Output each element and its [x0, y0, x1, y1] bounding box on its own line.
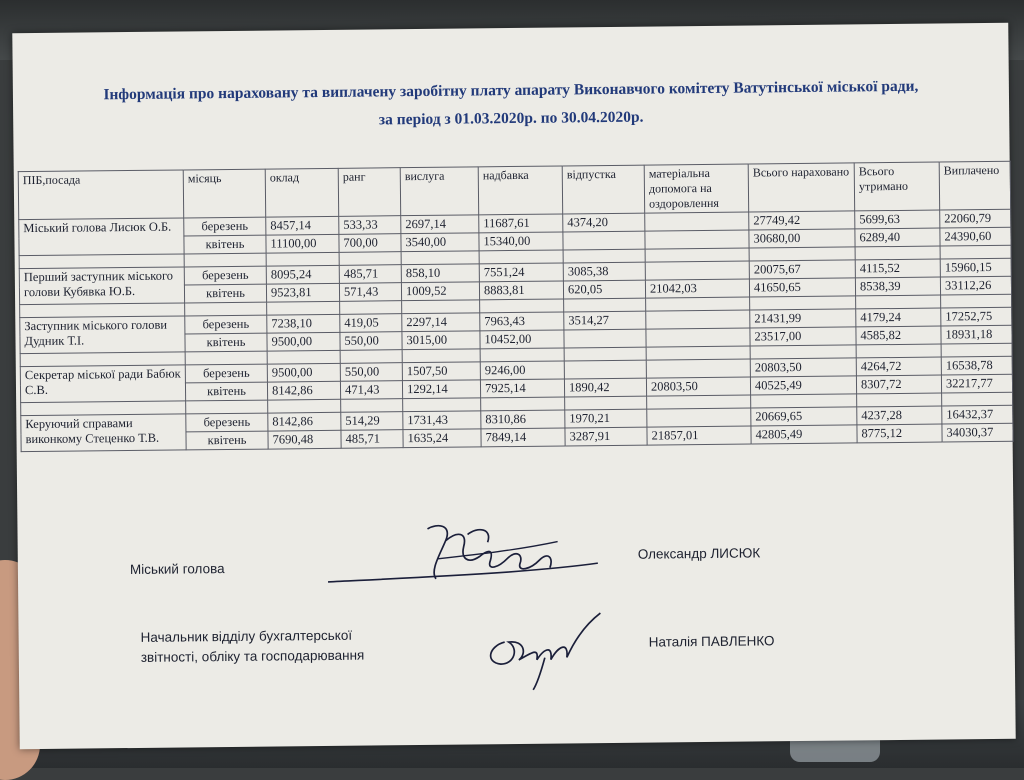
nadbavka-cell: 7551,24 — [479, 263, 563, 282]
rang-cell: 471,43 — [340, 381, 402, 400]
rang-cell: 514,29 — [341, 412, 403, 431]
total-accrued-cell: 21431,99 — [750, 309, 856, 328]
vysluga-cell: 1009,52 — [401, 282, 479, 301]
oklad-cell: 7238,10 — [267, 314, 340, 333]
nadbavka-cell: 7849,14 — [481, 428, 565, 447]
vysluga-cell: 2297,14 — [402, 313, 480, 332]
vidpustka-cell: 620,05 — [563, 280, 645, 299]
dopomoga-cell — [645, 261, 749, 280]
paid-cell: 32217,77 — [941, 374, 1012, 393]
total-withheld-cell: 4237,28 — [857, 406, 942, 425]
vidpustka-cell: 3514,27 — [564, 311, 646, 330]
month-cell: березень — [184, 266, 266, 285]
total-accrued-cell: 41650,65 — [749, 278, 855, 297]
paid-cell: 16432,37 — [942, 405, 1013, 424]
month-cell: квітень — [184, 284, 266, 303]
col-header: Всього утримано — [854, 162, 939, 211]
oklad-cell: 8142,86 — [267, 381, 340, 400]
dopomoga-cell — [646, 310, 750, 329]
paid-cell: 18931,18 — [941, 325, 1012, 344]
vidpustka-cell — [564, 360, 646, 379]
col-header: ранг — [338, 168, 400, 217]
dopomoga-cell — [645, 212, 749, 231]
total-withheld-cell: 8775,12 — [857, 424, 942, 443]
vysluga-cell: 3540,00 — [401, 233, 479, 252]
mayor-signature-image — [317, 519, 608, 597]
rang-cell: 533,33 — [339, 216, 401, 235]
vidpustka-cell: 3085,38 — [563, 262, 645, 281]
dopomoga-cell — [647, 408, 751, 427]
mayor-name: Олександр ЛИСЮК — [637, 545, 761, 562]
rang-cell: 485,71 — [341, 430, 403, 449]
paid-cell: 24390,60 — [940, 227, 1011, 246]
total-withheld-cell: 4179,24 — [856, 308, 941, 327]
col-header: матеріальна допомога на оздоровлення — [644, 164, 748, 213]
nadbavka-cell: 9246,00 — [480, 361, 564, 380]
vysluga-cell: 2697,14 — [401, 215, 479, 234]
vidpustka-cell — [564, 329, 646, 348]
oklad-cell: 7690,48 — [268, 430, 341, 449]
dopomoga-cell: 20803,50 — [646, 377, 750, 396]
vysluga-cell: 858,10 — [401, 264, 479, 283]
total-accrued-cell: 20075,67 — [749, 260, 855, 279]
vidpustka-cell: 3287,91 — [565, 427, 647, 446]
rang-cell: 485,71 — [339, 265, 401, 284]
salary-table — [18, 161, 1014, 452]
month-cell: квітень — [184, 235, 266, 254]
vidpustka-cell — [563, 231, 645, 250]
accountant-title-line2: звітності, обліку та господарювання — [140, 647, 365, 665]
dopomoga-cell — [645, 230, 749, 249]
vidpustka-cell: 4374,20 — [563, 213, 645, 232]
month-cell: березень — [186, 413, 268, 432]
total-withheld-cell: 4264,72 — [856, 357, 941, 376]
employee-name: Заступник міського голови Дудник Т.І. — [20, 316, 185, 354]
accountant-signature-image — [474, 601, 615, 692]
total-accrued-cell: 20669,65 — [751, 407, 857, 426]
oklad-cell: 9523,81 — [266, 283, 339, 302]
col-header: відпустка — [562, 165, 644, 214]
rang-cell: 571,43 — [339, 283, 401, 302]
employee-name: Перший заступник міського голови Кубявка Ю.Б. — [19, 267, 184, 305]
nadbavka-cell: 11687,61 — [479, 214, 563, 233]
total-withheld-cell: 4585,82 — [856, 326, 941, 345]
rang-cell: 550,00 — [340, 332, 402, 351]
vidpustka-cell: 1890,42 — [564, 378, 646, 397]
document-period: за період з 01.03.2020р. по 30.04.2020р. — [378, 108, 644, 129]
document-title: Інформація про нараховану та виплачену заробітну плату апарату Виконавчого комітету Ватутінської міської ради, — [103, 77, 919, 104]
total-accrued-cell: 27749,42 — [749, 211, 855, 230]
vysluga-cell: 1507,50 — [402, 362, 480, 381]
vysluga-cell: 3015,00 — [402, 331, 480, 350]
oklad-cell: 9500,00 — [267, 332, 340, 351]
oklad-cell: 11100,00 — [266, 234, 339, 253]
dopomoga-cell — [646, 328, 750, 347]
total-accrued-cell: 23517,00 — [750, 327, 856, 346]
paid-cell: 16538,78 — [941, 356, 1012, 375]
paid-cell: 15960,15 — [940, 258, 1011, 277]
mayor-title: Міський голова — [129, 561, 225, 578]
total-withheld-cell: 8307,72 — [856, 375, 941, 394]
nadbavka-cell: 7925,14 — [480, 379, 564, 398]
employee-name: Міський голова Лисюк О.Б. — [19, 218, 184, 256]
rang-cell: 419,05 — [340, 314, 402, 333]
rang-cell: 700,00 — [339, 234, 401, 253]
total-withheld-cell: 4115,52 — [855, 259, 940, 278]
accountant-title-line1: Начальник відділу бухгалтерської — [140, 627, 353, 645]
month-cell: квітень — [185, 333, 267, 352]
oklad-cell: 8457,14 — [266, 216, 339, 235]
total-withheld-cell: 8538,39 — [855, 277, 940, 296]
accountant-name: Наталія ПАВЛЕНКО — [648, 633, 775, 650]
document-sheet — [12, 23, 1015, 749]
vidpustka-cell: 1970,21 — [565, 409, 647, 428]
oklad-cell: 8095,24 — [266, 265, 339, 284]
paid-cell: 22060,79 — [940, 209, 1011, 228]
month-cell: березень — [184, 217, 266, 236]
month-cell: квітень — [186, 431, 268, 450]
oklad-cell: 9500,00 — [267, 363, 340, 382]
nadbavka-cell: 8883,81 — [479, 281, 563, 300]
paid-cell: 34030,37 — [942, 423, 1013, 442]
nadbavka-cell: 7963,43 — [480, 312, 564, 331]
total-accrued-cell: 20803,50 — [750, 358, 856, 377]
total-withheld-cell: 6289,40 — [855, 228, 940, 247]
total-accrued-cell: 40525,49 — [750, 376, 856, 395]
vysluga-cell: 1292,14 — [402, 380, 480, 399]
employee-name: Керуючий справами виконкому Стеценко Т.В. — [21, 414, 186, 452]
col-header: Всього нараховано — [748, 163, 854, 212]
col-header: ПІБ,посада — [18, 170, 183, 220]
month-cell: квітень — [185, 382, 267, 401]
month-cell: березень — [185, 315, 267, 334]
total-accrued-cell: 30680,00 — [749, 229, 855, 248]
dopomoga-cell: 21042,03 — [645, 279, 749, 298]
col-header: надбавка — [478, 166, 562, 215]
dopomoga-cell: 21857,01 — [647, 426, 751, 445]
employee-name: Секретар міської ради Бабюк С.В. — [20, 365, 185, 403]
oklad-cell: 8142,86 — [268, 412, 341, 431]
nadbavka-cell: 15340,00 — [479, 232, 563, 251]
col-header: Виплачено — [939, 161, 1010, 210]
nadbavka-cell: 10452,00 — [480, 330, 564, 349]
rang-cell: 550,00 — [340, 363, 402, 382]
total-withheld-cell: 5699,63 — [855, 210, 940, 229]
dopomoga-cell — [646, 359, 750, 378]
paid-cell: 33112,26 — [940, 276, 1011, 295]
col-header: оклад — [265, 168, 338, 217]
nadbavka-cell: 8310,86 — [481, 410, 565, 429]
vysluga-cell: 1731,43 — [403, 411, 481, 430]
accountant-title — [141, 626, 365, 668]
col-header: вислуга — [400, 167, 478, 216]
vysluga-cell: 1635,24 — [403, 429, 481, 448]
paid-cell: 17252,75 — [941, 307, 1012, 326]
total-accrued-cell: 42805,49 — [751, 425, 857, 444]
month-cell: березень — [185, 364, 267, 383]
col-header: місяць — [183, 169, 265, 218]
